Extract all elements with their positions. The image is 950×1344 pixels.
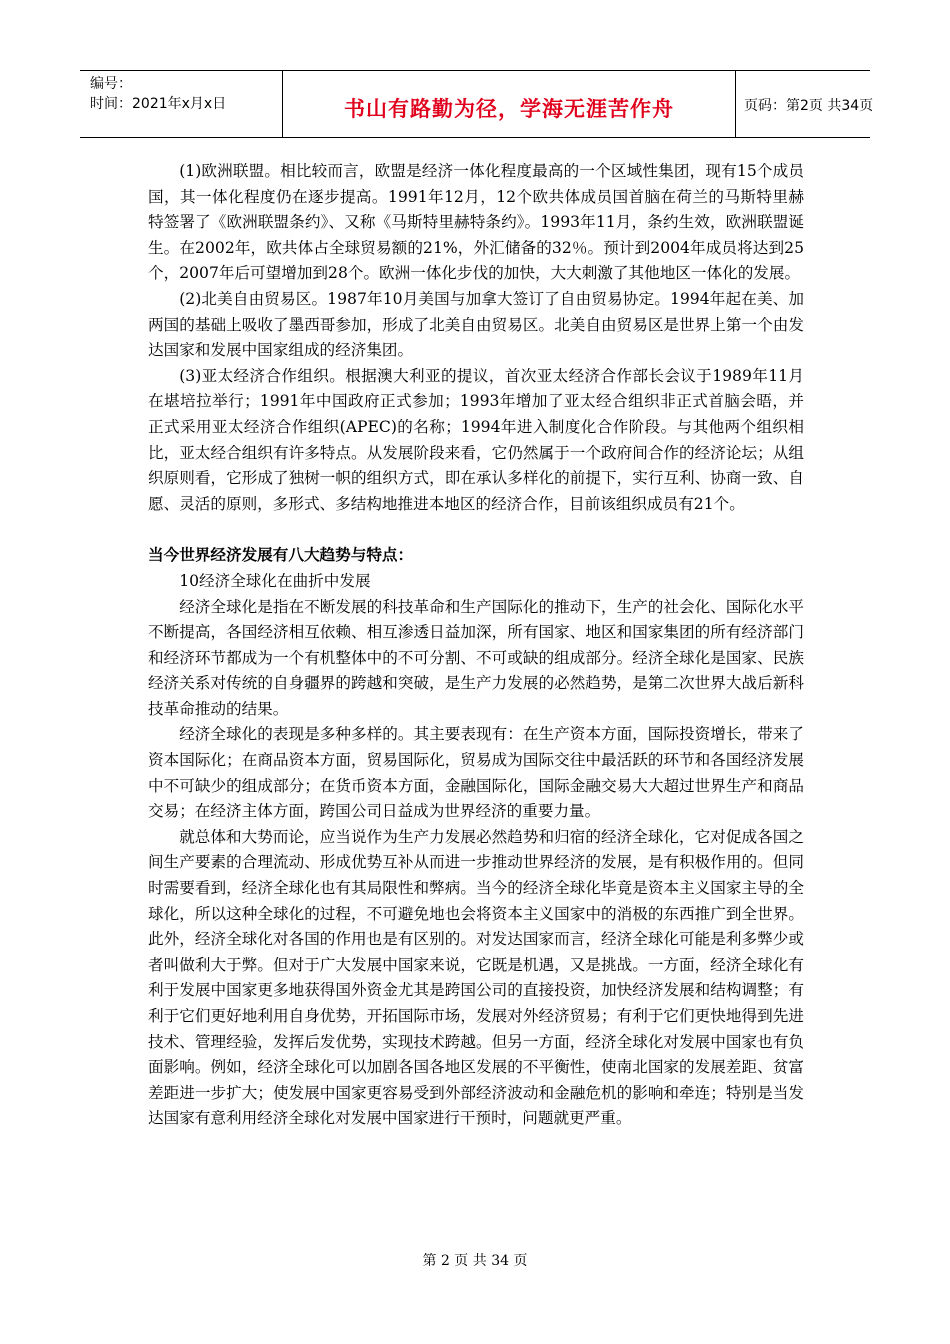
paragraph-globalization-forms: 经济全球化的表现是多种多样的。其主要表现有：在生产资本方面，国际投资增长，带来了资本国际化；在商品资本方面，贸易国际化，贸易成为国际交往中最活跃的环节和各国经济发展中不可缺少的组成部分；在货币资本方面，金融国际化，国际金融交易大大超过世界生产和商品交易；在经济主体方面，跨国公司日益成为世界经济的重要力量。 bbox=[148, 725, 804, 821]
spacer bbox=[148, 517, 804, 543]
time-label: 时间：2021年x月x日 bbox=[90, 96, 227, 112]
document-body bbox=[148, 159, 804, 1132]
header-page-info: 页码：第2页 共34页 bbox=[744, 98, 874, 114]
paragraph-nafta: (2)北美自由贸易区。1987年10月美国与加拿大签订了自由贸易协定。1994年起在美、加两国的基础上吸收了墨西哥参加，形成了北美自由贸易区。北美自由贸易区是世界上第一个由发达国家和发展中国家组成的经济集团。 bbox=[148, 289, 804, 360]
motto: 书山有路勤为径，学海无涯苦作舟 bbox=[344, 97, 674, 121]
paragraph-globalization-impact: 就总体和大势而论，应当说作为生产力发展必然趋势和归宿的经济全球化，它对促成各国之间生产要素的合理流动、形成优势互补从而进一步推动世界经济的发展，是有积极作用的。但同时需要看到，经济全球化也有其局限性和弊病。当今的经济全球化毕竟是资本主义国家主导的全球化，所以这种全球化的过程，不可避免地也会将资本主义国家中的消极的东西推广到全世界。此外，经济全球化对各国的作用也是有区别的。对发达国家而言，经济全球化可能是利多弊少或者叫做利大于弊。但对于广大发展中国家来说，它既是机遇，又是挑战。一方面，经济全球化有利于发展中国家更多地获得国外资金尤其是跨国公司的直接投资，加快经济发展和结构调整；有利于它们更好地利用自身优势，开拓国际市场，发展对外经济贸易；有利于它们更快地得到先进技术、管理经验，发挥后发优势，实现技术跨越。但另一方面，经济全球化对发展中国家也有负面影响。例如，经济全球化可以加剧各国各地区发展的不平衡性，使南北国家的发展差距、贫富差距进一步扩大；使发展中国家更容易受到外部经济波动和金融危机的影响和牵连；特别是当发达国家有意利用经济全球化对发展中国家进行干预时，问题就更严重。 bbox=[148, 827, 804, 1128]
header-page-cell bbox=[736, 71, 874, 137]
section-heading: 当今世界经济发展有八大趋势与特点： bbox=[148, 546, 414, 565]
page-footer: 第 2 页 共 34 页 bbox=[422, 1253, 528, 1269]
number-label: 编号： bbox=[90, 76, 132, 92]
paragraph-eu: (1)欧洲联盟。相比较而言，欧盟是经济一体化程度最高的一个区域性集团，现有15个成员国，其一体化程度仍在逐步提高。1991年12月，12个欧共体成员国首脑在荷兰的马斯特里赫特签署了《欧洲联盟条约》、又称《马斯特里赫特条约》。1993年11月，条约生效，欧洲联盟诞生。在2002年，欧共体占全球贸易额的21%，外汇储备的32％。预计到2004年成员将达到25个，2007年后可望增加到28个。欧洲一体化步伐的加快，大大刺激了其他地区一体化的发展。 bbox=[148, 162, 804, 283]
paragraph-globalization-definition: 经济全球化是指在不断发展的科技革命和生产国际化的推动下，生产的社会化、国际化水平不断提高，各国经济相互依赖、相互渗透日益加深，所有国家、地区和国家集团的所有经济部门和经济环节都成为一个有机整体中的不可分割、不可或缺的组成部分。经济全球化是国家、民族经济关系对传统的自身疆界的跨越和突破，是生产力发展的必然趋势，是第二次世界大战后新科技革命推动的结果。 bbox=[148, 597, 804, 718]
header-meta bbox=[80, 71, 280, 137]
header-motto-cell bbox=[282, 71, 736, 137]
page-header bbox=[80, 70, 874, 138]
paragraph-apec: (3)亚太经济合作组织。根据澳大利亚的提议，首次亚太经济合作部长会议于1989年11月在堪培拉举行；1991年中国政府正式参加；1993年增加了亚太经合组织非正式首脑会晤，并正式采用亚太经济合作组织(APEC)的名称；1994年进入制度化合作阶段。与其他两个组织相比，亚太经合组织有许多特点。从发展阶段来看，它仍然属于一个政府间合作的经济论坛；从组织原则看，它形成了独树一帜的组织方式，即在承认多样化的前提下，实行互利、协商一致、自愿、灵活的原则，多形式、多结构地推进本地区的经济合作，目前该组织成员有21个。 bbox=[148, 366, 804, 513]
section-subheading: 10经济全球化在曲折中发展 bbox=[179, 571, 371, 590]
